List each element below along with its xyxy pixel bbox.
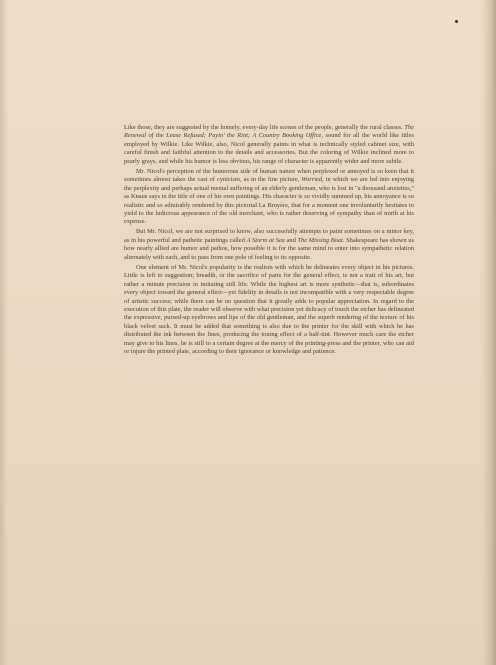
page-right-edge [482, 0, 496, 665]
paragraph [124, 168, 414, 227]
paragraph [124, 264, 414, 357]
paragraph [124, 124, 414, 166]
page-left-edge [0, 0, 8, 665]
body-text [124, 124, 414, 358]
italic-title: The Renewal of the Lease Refused; Payin' the Rint; A Country Booking Office, [124, 124, 414, 140]
italic-title: Worried, [301, 176, 324, 184]
text-run: Shakespeare has shown us how nearly allied are humor and pathos, how possible it is for the same mind to enter into sympathetic relation alternately with each, and to pass from one pole of feeling to its opposite. [124, 236, 414, 261]
paragraph [124, 228, 414, 262]
text-run: One element of Mr. Nicol's popularity is the realism with which he delineates every object in his pictures. Little is left to suggestion; breadth, or the sacrifice of parts for the general effect, is not a trait of his art, but rather a minute precision in imitating still life. While the highest art is more synthetic—that is, subordinates every object toward the general effect—yet fidelity in details is not incompatible with a very respectable degree of artistic success; while there can be no question that it greatly adds to popular appreciation. In regard to the execution of this plate, the reader will observe with what precision yet delicacy of touch the etcher has delineated the expressive, pursed-up eyebrows and lips of the old gentleman, and the superb rendering of the texture of his black velvet sack. It must be added that something is also due to the printer for the skill with which he has distributed the ink between the lines, producing the toning effect of a half-tint. However much care the etcher may give to his lines, he is still to a certain degree at the mercy of the printing-press and the printer, who can aid or injure the printed plate, according to their ignorance or knowledge and patience. [124, 263, 414, 356]
italic-title: A Storm at Sea [246, 236, 285, 244]
ink-speck [455, 20, 458, 23]
text-run: in which we are led into enjoying the perplexity and perhaps actual mental suffering of an elderly gentleman, who is lost in "a thousand anxieties," as Knaus says in the title of one of his own paintings. His character is so vividly summed up, his annoyance is so realistic and so admirably rendered by this pictorial La Bruyère, that for a moment one involuntarily hesitates to yield to the ludicrous appearance of the old merchant, who is rather deserving of sympathy than of mirth at his expense. [124, 176, 415, 226]
text-run: Like those, they are suggested by the homely, every-day life scenes of the people, generally the rural classes. [124, 124, 405, 131]
italic-title: The Missing Boat. [297, 236, 345, 244]
text-run: But Mr. Nicol, we are not surprised to know, also successfully attempts to paint sometimes on a minor key, as in his powerful and pathetic paintings called [124, 228, 414, 244]
text-run: Mr. Nicol's perception of the humorous side of human nature when perplexed or annoyed is so keen that it sometimes almost takes the cast of cynicism, as in the fine picture, [124, 167, 414, 184]
text-run: and [284, 236, 298, 244]
text-run: sound for all the world like titles employed by Wilkie. Like Wilkie, also, Nicol generally paints in what is technically styled cabinet size, with careful finish and faithful attention to the details and accessories. But the coloring of Wilkie inclined more to pearly grays, and while his humor is less obvious, his range of character is apparently wider and more subtle. [124, 132, 414, 165]
